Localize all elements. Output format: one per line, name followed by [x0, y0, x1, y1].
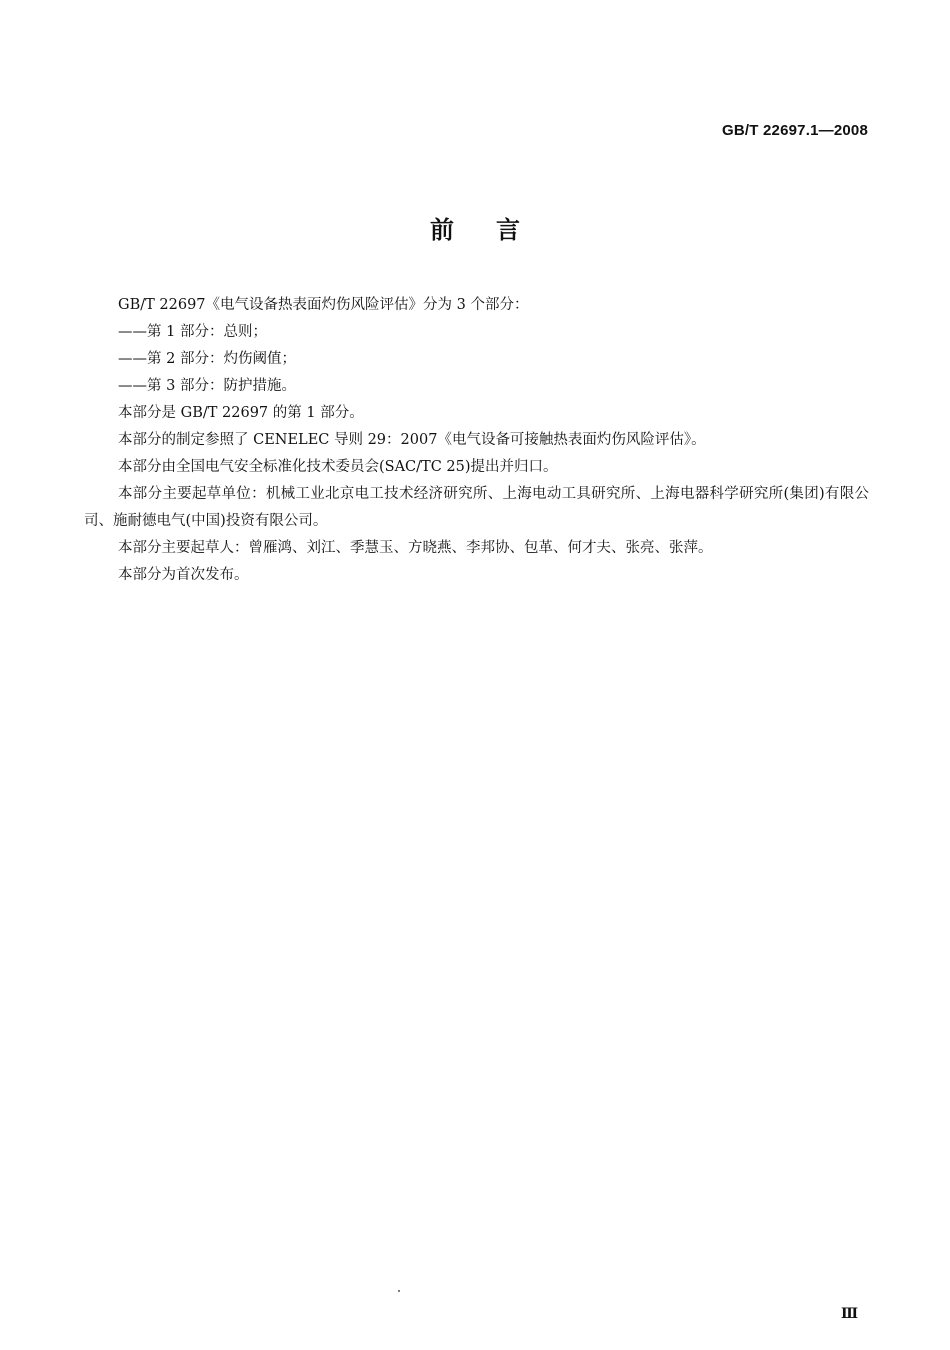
standard-number: GB/T 22697.1—2008: [722, 122, 868, 139]
scan-speck: [398, 1290, 400, 1292]
page-title: 前言: [430, 216, 562, 244]
paragraph-part-3: ——第 3 部分：防护措施。: [118, 378, 296, 394]
paragraph-this-part: 本部分是 GB/T 22697 的第 1 部分。: [118, 405, 364, 421]
paragraph-reference: 本部分的制定参照了 CENELEC 导则 29：2007《电气设备可接触热表面灼伤风险评估》。: [118, 432, 706, 448]
paragraph-series-intro: GB/T 22697《电气设备热表面灼伤风险评估》分为 3 个部分：: [118, 297, 529, 313]
foreword-body: [84, 292, 869, 589]
paragraph-part-1: ——第 1 部分：总则；: [118, 324, 267, 340]
page-number: Ⅲ: [840, 1307, 858, 1322]
paragraph-proposer: 本部分由全国电气安全标准化技术委员会(SAC/TC 25)提出并归口。: [118, 459, 558, 475]
paragraph-drafting-units: 本部分主要起草单位：机械工业北京电工技术经济研究所、上海电动工具研究所、上海电器科学研究所(集团)有限公司、施耐德电气(中国)投资有限公司。: [84, 486, 869, 529]
paragraph-part-2: ——第 2 部分：灼伤阈值；: [118, 351, 296, 367]
paragraph-first-release: 本部分为首次发布。: [118, 567, 249, 583]
paragraph-drafters: 本部分主要起草人：曾雁鸿、刘江、季慧玉、方晓燕、李邦协、包革、何才夫、张亮、张萍。: [118, 540, 713, 556]
